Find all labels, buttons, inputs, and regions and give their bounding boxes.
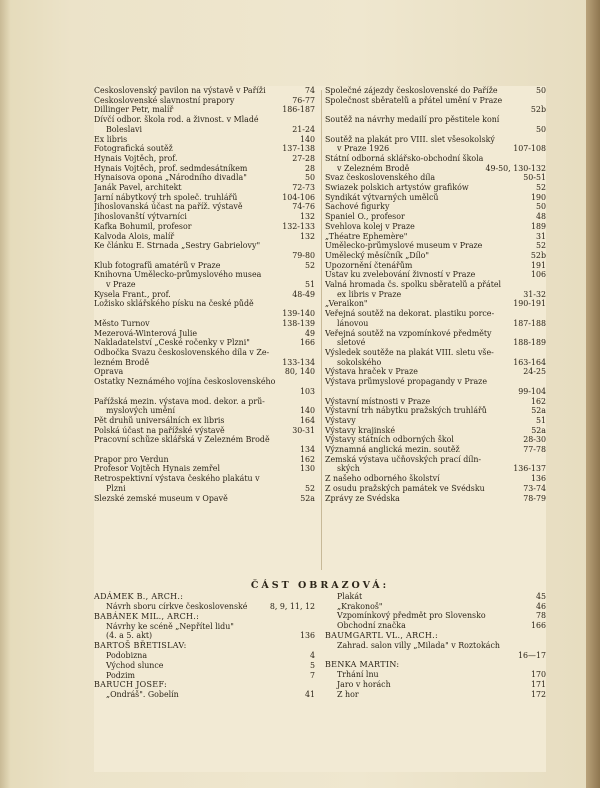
entry-title: Jihoslovanská účast na paříž. výstavě [94, 202, 243, 212]
entry-title: Společnost sběratelů a přátel umění v Praze [325, 95, 503, 105]
entry-title: Kafka Bohumil, profesor [94, 221, 192, 231]
index-entry [325, 183, 546, 193]
index-entry [94, 367, 315, 377]
entry-page: 164 [297, 416, 315, 426]
entry-title: „Veraikon" [325, 299, 368, 309]
artist-name: BAUMGARTL VL., ARCH.: [325, 630, 438, 640]
entry-title: Město Turnov [94, 318, 150, 328]
entry-page: 134 [297, 445, 315, 455]
entry-title: Syndikát výtvarných umělců [325, 192, 439, 202]
index-entry [325, 241, 546, 251]
index-column-left [94, 86, 315, 503]
entry-page: 52b [528, 105, 546, 115]
column-divider [321, 90, 322, 570]
entry-title: Veřejná soutěž na vzpomínkové předměty [325, 328, 492, 338]
entry-page: 73-74 [520, 484, 546, 494]
index-entry [325, 455, 546, 465]
index-entry [325, 387, 546, 397]
index-entry [325, 135, 546, 145]
artwork-entry [325, 641, 546, 651]
entry-title: Valná hromada čs. spolku sběratelů a přátel [325, 280, 502, 290]
entry-page: 137-138 [279, 144, 315, 154]
entry-title: Pracovní schůze sklářská v Železném Brodě [94, 435, 270, 445]
artwork-page: 171 [528, 680, 546, 690]
entry-title: Jihoslovanští výtvarníci [94, 212, 187, 222]
index-entry [94, 144, 315, 154]
entry-title: Oprava [94, 367, 124, 377]
index-entry [325, 280, 546, 290]
index-entry [94, 377, 315, 387]
artwork-page: 170 [528, 670, 546, 680]
artwork-entry [325, 592, 546, 602]
artist-name: BENKA MARTIN: [325, 660, 400, 670]
index-entry [325, 202, 546, 212]
artwork-entry [325, 621, 546, 631]
index-entry [94, 232, 315, 242]
index-entry [94, 358, 315, 368]
index-entry [94, 309, 315, 319]
entry-title: Kysela Frant., prof. [94, 289, 171, 299]
entry-title: Svaz československého díla [325, 173, 436, 183]
artwork-title: „Ondráš". Gobelín [106, 690, 179, 700]
entry-page: 50 [533, 86, 546, 96]
entry-title: Odbočka Svazu československého díla v Že- [94, 347, 270, 357]
entry-title: Ke článku E. Strnada „Sestry Gabrielovy" [94, 241, 261, 251]
entry-title: v Praze 1926 [337, 144, 390, 154]
entry-page: 52 [533, 183, 546, 193]
entry-page: 50-51 [520, 173, 546, 183]
entry-page: 72-73 [289, 183, 315, 193]
index-entry [325, 261, 546, 271]
entry-title: Nakladatelství „České ročenky v Plzni" [94, 338, 250, 348]
entry-title: ex libris v Praze [337, 289, 402, 299]
index-entry [94, 115, 315, 125]
index-entry [94, 426, 315, 436]
artwork-title: Návrh sboru církve československé [106, 602, 248, 611]
index-column-right [325, 86, 546, 503]
entry-title: Dívčí odbor. škola rod. a živnost. v Mladé [94, 115, 259, 125]
artwork-entry [94, 631, 315, 641]
entry-page: 106 [528, 270, 546, 280]
artwork-title: Vzpomínkový předmět pro Slovensko [337, 611, 486, 621]
entry-page: 77-78 [520, 445, 546, 455]
entry-title: Ústav ku zvelebování živností v Praze [325, 270, 476, 280]
entry-page: 99-104 [515, 387, 546, 397]
index-entry [325, 251, 546, 261]
index-entry [94, 435, 315, 445]
index-entry [325, 222, 546, 232]
entry-title: Pět druhů universálních ex libris [94, 415, 225, 425]
index-entry [94, 484, 315, 494]
index-entry [325, 406, 546, 416]
entry-page: 132 [297, 232, 315, 242]
entry-page: 52a [297, 494, 315, 504]
index-entry [325, 173, 546, 183]
index-entry [94, 183, 315, 193]
index-entry [325, 494, 546, 504]
index-entry [94, 241, 315, 251]
entry-title: Ostatky Neznámého vojína československého [94, 377, 276, 387]
entry-page: 140 [297, 406, 315, 416]
entry-title: Plzni [106, 483, 126, 493]
entry-page: 52 [302, 261, 315, 271]
entry-title: Veřejná soutěž na dekorat. plastiku porce- [325, 309, 495, 319]
entry-page: 191 [528, 261, 546, 271]
index-entry [325, 358, 546, 368]
entry-title: Výstava hraček v Praze [325, 367, 418, 377]
entry-title: Dillinger Petr, malíř [94, 105, 174, 115]
entry-page: 31-32 [520, 290, 546, 300]
index-entry [94, 329, 315, 339]
index-entry [325, 125, 546, 135]
index-entry [325, 212, 546, 222]
artwork-entry [325, 670, 546, 680]
index-entry [325, 416, 546, 426]
index-entry [325, 86, 546, 96]
artwork-title: (4. a 5. akt) [106, 631, 153, 641]
artwork-title: Jaro v horách [337, 679, 391, 689]
index-entry [325, 232, 546, 242]
entry-title: Z našeho odborného školství [325, 474, 440, 484]
entry-title: Šachové figurky [325, 202, 390, 212]
artwork-page: 8, 9, 11, 12 [267, 602, 315, 612]
entry-page: 21-24 [289, 125, 315, 135]
index-entry [94, 455, 315, 465]
entry-page: 107-108 [510, 144, 546, 154]
entry-title: lánovou [337, 318, 369, 328]
index-entry [94, 251, 315, 261]
artwork-title: „Krakonoš" [337, 601, 383, 611]
artwork-title: Východ slunce [106, 660, 164, 670]
entry-page: 188-189 [510, 338, 546, 348]
index-entry [94, 387, 315, 397]
index-entry [94, 464, 315, 474]
index-entry [325, 105, 546, 115]
entry-page: 132-133 [279, 222, 315, 232]
index-entry [325, 484, 546, 494]
entry-title: Profesor Vojtěch Hynais zemřel [94, 464, 221, 474]
entry-page: 28-30 [520, 435, 546, 445]
entry-page: 52 [533, 241, 546, 251]
entry-page: 52a [528, 406, 546, 416]
artist-name: ADÁMEK B., ARCH.: [94, 592, 184, 601]
entry-page: 133-134 [279, 358, 315, 368]
entry-title: lezném Brodě [94, 357, 150, 367]
index-entry [325, 319, 546, 329]
entry-page: 162 [528, 397, 546, 407]
entry-title: Janák Pavel, architekt [94, 183, 182, 193]
index-entry [94, 406, 315, 416]
entry-page: 130 [297, 464, 315, 474]
entry-page: 163-164 [510, 358, 546, 368]
artist-name: BARTOŠ BŘETISLAV: [94, 641, 187, 651]
entry-title: Zprávy ze Švédska [325, 493, 400, 503]
entry-page: 48-49 [289, 290, 315, 300]
artwork-page: 4 [307, 651, 315, 661]
index-entry [94, 164, 315, 174]
entry-title: Švehlova kolej v Praze [325, 221, 415, 231]
entry-title: Zemská výstava učňovských prací díln- [325, 454, 482, 464]
book-binding [586, 0, 600, 788]
index-entry [94, 416, 315, 426]
entry-page: 189 [528, 222, 546, 232]
entry-title: Hynais Vojtěch, prof. sedmdesátníkem [94, 163, 248, 173]
entry-title: Československý pavilon na výstavě v Paříži [94, 86, 266, 95]
index-entry [325, 348, 546, 358]
artwork-entry [94, 622, 315, 632]
artwork-entry [325, 680, 546, 690]
artwork-entry [94, 671, 315, 681]
artwork-title: Návrhy ke scéně „Nepřítel lidu" [106, 621, 234, 631]
entry-page: 132 [297, 212, 315, 222]
entry-page: 104-106 [279, 193, 315, 203]
entry-page: 190 [528, 193, 546, 203]
entry-page: 140 [297, 135, 315, 145]
entry-page: 30-31 [289, 426, 315, 436]
index-entry [94, 270, 315, 280]
entry-page: 50 [533, 202, 546, 212]
artwork-entry [325, 690, 546, 700]
artwork-entry [94, 690, 315, 700]
entry-title: v Železném Brodě [337, 163, 410, 173]
index-entry [325, 377, 546, 387]
entry-page: 49-50, 130-132 [482, 164, 546, 174]
entry-title: Významná anglická mezin. soutěž [325, 445, 460, 455]
entry-title: ských [337, 464, 360, 474]
entry-title: Boleslavi [106, 124, 143, 134]
index-entry [325, 193, 546, 203]
index-entry [94, 96, 315, 106]
entry-page: 51 [533, 416, 546, 426]
index-entry [94, 105, 315, 115]
artwork-page: 46 [533, 602, 546, 612]
artwork-page: 5 [307, 661, 315, 671]
artwork-entry [325, 611, 546, 621]
entry-page: 50 [302, 173, 315, 183]
index-entry [325, 397, 546, 407]
entry-title: Státní odborná sklářsko-obchodní škola [325, 153, 484, 163]
artwork-page: 166 [528, 621, 546, 631]
artwork-page: 172 [528, 690, 546, 700]
artwork-title: Trhání lnu [337, 670, 379, 680]
index-entry [94, 125, 315, 135]
index-page [94, 86, 546, 772]
index-entry [94, 280, 315, 290]
entry-page: 136-137 [510, 464, 546, 474]
entry-title: Mezerová-Winterová Julie [94, 328, 198, 338]
artwork-title: Plakát [337, 592, 363, 601]
index-entry [94, 222, 315, 232]
entry-page: 76-77 [289, 96, 315, 106]
entry-title: Jarní nábytkový trh společ. truhlářů [94, 192, 238, 202]
artwork-page: 7 [307, 671, 315, 681]
index-entry [94, 193, 315, 203]
artwork-entry [325, 602, 546, 612]
index-entry [325, 164, 546, 174]
artist-name: BARUCH JOSEF: [94, 680, 168, 690]
entry-title: Ložisko sklářského písku na české půdě [94, 299, 254, 309]
entry-page: 138-139 [279, 319, 315, 329]
entry-title: Kalvoda Alois, malíř [94, 231, 175, 241]
entry-title: Umělecko-průmyslové museum v Praze [325, 241, 483, 251]
index-entry [94, 494, 315, 504]
entry-title: myslových umění [106, 406, 176, 416]
index-entry [94, 397, 315, 407]
entry-title: Československé slavnostní prapory [94, 95, 235, 105]
entry-title: Výsledek soutěže na plakát VIII. sletu vše- [325, 347, 494, 357]
artist-index-left [94, 592, 315, 700]
index-entry [94, 299, 315, 309]
index-entry [325, 338, 546, 348]
entry-page: 166 [297, 338, 315, 348]
entry-title: „Théatre Ephemère" [325, 231, 408, 241]
entry-page: 187-188 [510, 319, 546, 329]
index-entry [94, 319, 315, 329]
entry-title: Slezské zemské museum v Opavě [94, 493, 228, 503]
entry-title: Španiel O., profesor [325, 212, 405, 222]
artwork-page: 16—17 [515, 651, 546, 661]
index-entry [94, 348, 315, 358]
index-entry [94, 290, 315, 300]
index-entry [325, 435, 546, 445]
entry-page: 52a [528, 426, 546, 436]
entry-title: Soutěž na návrhy medailí pro pěstitele koní [325, 115, 500, 125]
entry-page: 51 [302, 280, 315, 290]
entry-title: Výstavy [325, 415, 356, 425]
entry-title: Pařížská mezin. výstava mod. dekor. a prů- [94, 396, 265, 406]
entry-title: Knihovna Umělecko-průmyslového musea [94, 270, 262, 280]
entry-title: Soutěž na plakát pro VIII. slet všesokolský [325, 134, 495, 144]
entry-page: 52 [302, 484, 315, 494]
artwork-page: 78 [533, 611, 546, 621]
entry-title: Umělecký měsíčník „Dílo" [325, 250, 430, 260]
entry-page: 31 [533, 232, 546, 242]
artwork-title: Zahrad. salon villy „Milada" v Roztokách [337, 640, 500, 650]
artwork-title: Podzim [106, 670, 135, 680]
entry-page: 190-191 [510, 299, 546, 309]
artwork-entry [325, 651, 546, 661]
page-edge-shadow [0, 0, 10, 788]
index-entry [325, 367, 546, 377]
index-entry [94, 338, 315, 348]
entry-title: Z osudu pražských památek ve Švédsku [325, 483, 485, 493]
artwork-entry [94, 651, 315, 661]
entry-page: 49 [302, 329, 315, 339]
entry-title: Upozornění čtenářům [325, 260, 413, 270]
entry-page: 48 [533, 212, 546, 222]
entry-page: 24-25 [520, 367, 546, 377]
index-entry [94, 154, 315, 164]
entry-title: Hynais Vojtěch, prof. [94, 153, 178, 163]
entry-title: Společné zájezdy československé do Paříže [325, 86, 498, 95]
entry-title: sokolského [337, 357, 382, 367]
index-entry [94, 212, 315, 222]
entry-title: Výstavní místnosti v Praze [325, 396, 431, 406]
entry-page: 103 [297, 387, 315, 397]
entry-page: 52b [528, 251, 546, 261]
artwork-entry [94, 602, 315, 612]
entry-page: 74-76 [289, 202, 315, 212]
entry-title: Polská účast na pařížské výstavě [94, 425, 225, 435]
index-entry [325, 96, 546, 106]
index-entry [325, 464, 546, 474]
entry-title: Klub fotografů amatérů v Praze [94, 260, 221, 270]
entry-page: 186-187 [279, 105, 315, 115]
artwork-title: Obchodní značka [337, 621, 406, 631]
index-entry [325, 426, 546, 436]
entry-page: 27-28 [289, 154, 315, 164]
index-entry [325, 474, 546, 484]
index-entry [94, 445, 315, 455]
entry-title: Výstava průmyslové propagandy v Praze [325, 377, 487, 387]
entry-page: 136 [528, 474, 546, 484]
index-entry [325, 154, 546, 164]
index-entry [325, 309, 546, 319]
entry-page: 78-79 [520, 494, 546, 504]
entry-title: v Praze [106, 280, 136, 290]
index-entry [94, 474, 315, 484]
entry-page: 28 [302, 164, 315, 174]
artwork-page: 45 [533, 592, 546, 602]
index-entry [325, 270, 546, 280]
artist-index-right [325, 592, 546, 699]
artist-name: BABÁNEK MIL., ARCH.: [94, 611, 200, 621]
section-title: ČÁST OBRAZOVÁ: [250, 580, 390, 591]
entry-page: 79-80 [289, 251, 315, 261]
entry-page: 74 [302, 86, 315, 96]
entry-title: Swiazek polskich artystów grafików [325, 183, 469, 193]
entry-title: sletové [337, 338, 366, 348]
entry-title: Výstavní trh nábytku pražských truhlářů [325, 406, 487, 416]
index-entry [94, 173, 315, 183]
index-entry [94, 86, 315, 96]
artwork-page: 136 [297, 631, 315, 641]
entry-title: Hynaisova opona „Národního divadla" [94, 173, 247, 183]
artwork-entry [94, 661, 315, 671]
index-entry [94, 135, 315, 145]
index-entry [325, 445, 546, 455]
entry-page: 80, 140 [282, 367, 315, 377]
index-entry [94, 261, 315, 271]
entry-title: Výstavy krajinské [325, 425, 395, 435]
index-entry [94, 202, 315, 212]
index-entry [325, 290, 546, 300]
artwork-title: Z hor [337, 689, 359, 699]
index-entry [325, 144, 546, 154]
entry-page: 139-140 [279, 309, 315, 319]
entry-title: Prapor pro Verdun [94, 454, 169, 464]
entry-title: Výstavy státních odborných škol [325, 435, 454, 445]
entry-title: Ex libris [94, 134, 128, 144]
entry-page: 162 [297, 455, 315, 465]
index-entry [325, 329, 546, 339]
entry-title: Fotografická soutěž [94, 144, 173, 154]
artwork-title: Podobizna [106, 651, 148, 661]
artwork-page: 41 [302, 690, 315, 700]
index-entry [325, 115, 546, 125]
entry-title: Retrospektivní výstava českého plakátu v [94, 474, 260, 484]
entry-page: 50 [533, 125, 546, 135]
index-entry [325, 299, 546, 309]
